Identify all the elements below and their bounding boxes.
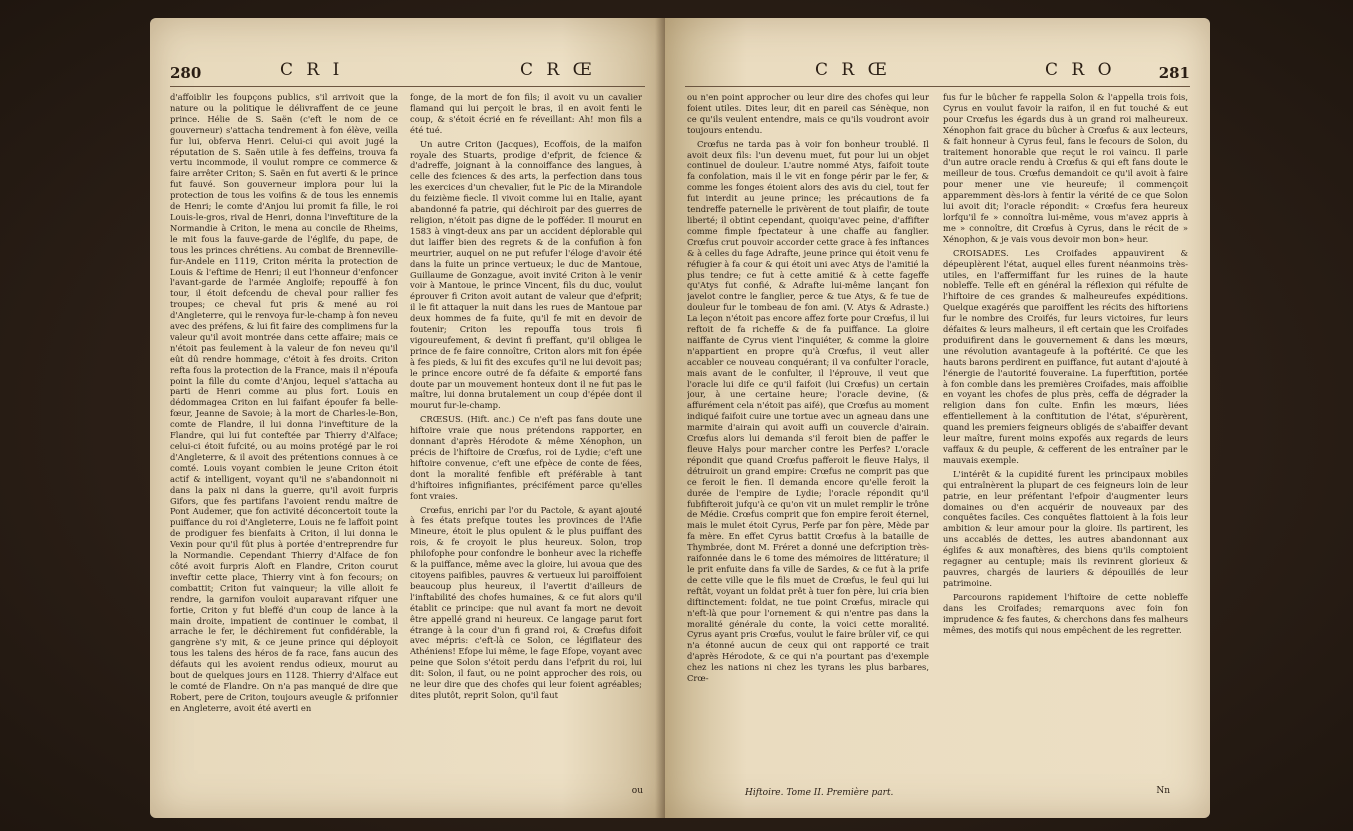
- right-header: [685, 60, 1190, 86]
- paragraph: fonge, de la mort de fon fils; il avoit vu un cavalier flamand qui lui perçoit le bras, il en avoit fenti le coup, & s'étoit écrié en fe réveillant: Ah! mon fils a été tué.: [410, 92, 642, 135]
- text-column: [410, 92, 642, 802]
- right-page: [665, 18, 1210, 818]
- paragraph: d'affoiblir les foupçons publics, s'il arrivoit que la nature ou la politique le délivraffent de ce jeune prince. Hélie de S. Saën (c'eft le nom de ce gouverneur) s'attacha tendrement à fon élève, veilla fur lui, obferva Henri. Celui-ci qui avoit jugé la réputation de S. Saën utile à fes deffeins, trouva fa vertu incommode, il voulut rompre ce commerce & faire arrêter Criton; S. Saën en fut averti & le prince fut fauvé. Son gouverneur implora pour lui la protection de tous les voifins & de tous les ennemis de Henri; le comte d'Anjou lui promit fa fille, le roi Louis-le-gros, rival de Henri, donna l'inveftiture de la Normandie à Criton, le mena au concile de Rheims, le mit fous la fauve-garde de l'églife, du pape, de tous les princes chrétiens. Au combat de Brenneville-fur-Andele en 1119, Criton mérita la protection de Louis & l'eftime de Henri; il eut l'honneur d'enfoncer l'avant-garde de l'armée Angloife; repouffé à fon tour, il étoit defcendu de cheval pour rallier fes troupes; ce cheval fut pris & mené au roi d'Angleterre, qui le renvoya fur-le-champ à fon neveu avec des préfens, & lui fit faire des complimens fur la valeur qu'il avoit montrée dans cette affaire; mais ce n'étoit pas feulement à la valeur de fon neveu qu'il eût dû rendre hommage, c'étoit à fes droits. Criton refta fous la protection de la France, mais il n'époufa point la fille du comte d'Anjou, lequel s'attacha au parti de Henri comme au plus fort. Louis en dédommagea Criton en lui faifant époufer fa belle-fœur, Jeanne de Savoie; à la mort de Charles-le-Bon, comte de Flandre, il lui donna l'inveftiture de la Flandre, qui lui fut conteftée par Thierry d'Alface; celui-ci étoit fufcité, ou au moins protégé par le roi d'Angleterre, & il avoit des prétentions connues à ce comté. Louis voyant combien le jeune Criton étoit actif & intelligent, voyant qu'il ne s'abandonnoit ni dans la paix ni dans la guerre, qu'il avoit furpris Gifors, que fes partifans l'avoient rendu maître de Pont Audemer, que fon activité déconcertoit toute la puiffance du roi d'Angleterre, Louis ne fe laffoit point de prodiguer fes bienfaits à Criton, il lui donna le Vexin pour qu'il fût plus à portée d'entreprendre fur la Normandie. Cependant Thierry d'Alface de fon côté avoit furpris Aloft en Flandre, Criton courut inveftir cette place, Thierry vint à fon fecours; on combattit; Criton fut vainqueur; la ville alloit fe rendre, la garnifon vouloit auparavant rifquer une fortie, Criton y fut bleffé d'un coup de lance à la main droite, impatient de continuer le combat, il arrache le fer, le déchirement fut confidérable, la gangrène s'y mit, & ce jeune prince qui déployoit tous les talens des héros de fa race, fans aucun des défauts qui les avoient rendus odieux, mourut au bout de quelques jours en 1128. Thierry d'Alface eut le comté de Flandre. On n'a pas manqué de dire que Robert, pere de Criton, toujours aveugle & prifonnier en Angleterre, avoit été averti en: [170, 92, 398, 713]
- catchword: Nn: [1156, 786, 1170, 796]
- paragraph: CROISADES. Les Croifades appauvirent & dépeuplèrent l'état, auquel elles furent néanmoins très-utiles, en l'affermiffant fur les ruines de la haute nobleffe. Telle eft en général la réflexion qui réfulte de l'hiftoire de ces grandes & malheureufes expéditions. Quelque exagérés que paroiffent les récits des hiftoriens fur le nombre des Croifés, fur leurs victoires, fur leurs défaites & leurs malheurs, il eft certain que les Croifades produifirent dans le gouvernement & dans les mœurs, une révolution avantageufe à la poftérité. Ce que les hauts barons perdirent en puiffance, fut autant d'ajouté à l'énergie de l'autorité fouveraine. La fuperftition, portée à fon comble dans les premières Croifades, mais affoiblie en voyant les chofes de plus près, ceffa de dégrader la religion dans fon culte. Enfin les mœurs, liées effentiellement à la conftitution de l'état, s'épurèrent, quand les premiers feigneurs obligés de s'abaiffer devant leur maître, furent moins expofés aux regards de leurs vaffaux & du peuple, & cefferent de les entraîner par le mauvais exemple.: [943, 247, 1188, 465]
- left-page: [150, 18, 665, 818]
- catchword: ou: [631, 786, 643, 796]
- running-head: C R Œ: [520, 60, 596, 80]
- header-rule: [685, 86, 1190, 87]
- paragraph: ou n'en point approcher ou leur dire des chofes qui leur foient utiles. Dites leur, dit en pareil cas Sénèque, non ce qu'ils veulent entendre, mais ce qu'ils voudront avoir toujours entendu.: [687, 92, 929, 135]
- left-header: [170, 60, 645, 86]
- paragraph: CRŒSUS. (Hift. anc.) Ce n'eft pas fans doute une hiftoire vraie que nous prétendons rapporter, en donnant d'après Hérodote & même Xénophon, un précis de l'hiftoire de Crœfus, roi de Lydie; c'eft une hiftoire convenue, c'eft une efpèce de conte de fées, dont la moralité fenfible eft préférable à tant d'hiftoires infignifiantes, précifément parce qu'elles font vraies.: [410, 414, 642, 501]
- text-column: [687, 92, 929, 802]
- paragraph: Crœfus, enrichi par l'or du Pactole, & ayant ajouté à fes états prefque toutes les provinces de l'Afie Mineure, étoit le plus opulent & le plus puiffant des rois, & fe croyoit le plus heureux. Solon, trop philofophe pour confondre le bonheur avec la richeffe & la puiffance, même avec la gloire, lui avoua que des citoyens paifibles, pauvres & vertueux lui paroiffoient beaucoup plus heureux, il l'avertit d'ailleurs de l'inftabilité des chofes humaines, & ce fut alors qu'il établit ce principe: que nul avant fa mort ne devoit être appellé grand ni heureux. Ce langage parut fort étrange à la cour d'un fi grand roi, & Crœfus difoit avec mépris: c'eft-là ce Solon, ce légiflateur des Athéniens! Efope lui même, le fage Efope, voyant avec peine que Solon s'étoit perdu dans l'efprit du roi, lui dit: Solon, il faut, ou ne point approcher des rois, ou ne leur dire que des chofes qui leur foient agréables; dites plutôt, reprit Solon, qu'il faut: [410, 504, 642, 700]
- running-head: C R Œ: [815, 60, 891, 80]
- running-head: C R O: [1045, 60, 1116, 80]
- paragraph: L'intérêt & la cupidité furent les principaux mobiles qui entraînèrent la plupart de ces feigneurs loin de leur patrie, en leur préfentant l'efpoir d'augmenter leurs domaines ou d'en acquérir de nouveaux par des conquêtes faciles. Ces conquêtes flattoient à la fois leur ambition & leur amour pour la gloire. Ils partirent, les uns accablés de dettes, les autres abandonnant aux églifes & aux monaftères, des biens qu'ils comptoient regagner au centuple; mais ils revinrent glorieux & pauvres, chargés de lauriers & dépouillés de leur patrimoine.: [943, 468, 1188, 588]
- paragraph: Un autre Criton (Jacques), Ecoffois, de la maifon royale des Stuarts, prodige d'efprit, de fcience & d'adreffe, joignant à la connoiffance des langues, à celle des fciences & des arts, la perfection dans tous les exercices d'un chevalier, fut le Pic de la Mirandole du feizième fiecle. Il vivoit comme lui en Italie, ayant abandonné fa patrie, qui déchiroit par des guerres de religion, n'étoit pas digne de le pofféder. Il mourut en 1583 à vingt-deux ans par un accident déplorable qui dut laiffer bien des regrets & de la confufion à fon meurtrier, auquel on ne put refufer l'éloge d'avoir été dans la fuite un prince vertueux; le duc de Mantoue, Guillaume de Gonzague, avoit invité Criton à le venir voir à Mantoue, le prince Vincent, fils du duc, voulut éprouver fi Criton avoit autant de valeur que d'efprit; il le fit attaquer la nuit dans les rues de Mantoue par deux hommes de fa fuite, qu'il fe mit en devoir de foutenir; Criton les repouffa tous trois fi vigoureufement, & devint fi preffant, qu'il obligea le prince de fe faire connoître, Criton alors mit fon épée à fes pieds, & lui fit des excufes qu'il ne lui devoit pas; le prince encore outré de fa défaite & emporté fans doute par un mouvement honteux dont il ne fut pas le maître, lui donna brutalement un coup d'épée dont il mourut fur-le-champ.: [410, 138, 642, 411]
- paragraph: Parcourons rapidement l'hiftoire de cette nobleffe dans les Croifades; remarquons avec foin fon imprudence & fes fautes, & cherchons dans fes malheurs mêmes, des motifs qui nous empêchent de les regretter.: [943, 591, 1188, 635]
- paragraph: fus fur le bûcher fe rappella Solon & l'appella trois fois, Cyrus en voulut favoir la raifon, il en fut touché & eut pour Crœfus les égards dus à un grand roi malheureux. Xénophon fait grace du bûcher à Crœfus & aux lecteurs, & fait honneur à Cyrus feul, fans le fecours de Solon, du traitement honorable que reçut le roi vaincu. Il parle d'un autre oracle rendu à Crœfus & qui eft fans doute le meilleur de tous. Crœfus demandoit ce qu'il avoit à faire pour mener une vie heureufe; il commençoit apparemment dès-lors à fentir la vérité de ce que Solon lui avoit dit; l'oracle répondit: « Crœfus fera heureux lorfqu'il fe » connoîtra lui-même, vous m'avez appris à me » connoître, dit Crœfus à Cyrus, dans le récit de » Xénophon, & je vais vous devoir mon bon» heur.: [943, 92, 1188, 244]
- header-rule: [170, 86, 645, 87]
- page-number: 281: [1158, 64, 1190, 82]
- text-column: [943, 92, 1188, 802]
- running-head: C R I: [280, 60, 344, 80]
- text-column: [170, 92, 398, 802]
- page-number: 280: [170, 64, 202, 82]
- paragraph: Crœfus ne tarda pas à voir fon bonheur troublé. Il avoit deux fils: l'un devenu muet, fut pour lui un objet continuel de douleur. L'autre nommé Atys, faifoit toute fa confolation, mais il le vit en fonge périr par le fer, & comme les fonges étoient alors des avis du ciel, tout fer fut interdit au jeune prince; les précautions de fa tendreffe paternelle le privèrent de tout plaifir, de toute liberté; il obtint cependant, quoiqu'avec peine, d'affifter comme fimple fpectateur à une chaffe au fanglier. Crœfus crut pouvoir accorder cette grace à fes inftances & à celles du fage Adrafte, jeune prince qui étoit venu fe réfugier à fa cour & qui étoit uni avec Atys de l'amitié la plus tendre; ce fut à cette amitié & à cette fageffe qu'Atys fut confié, & Adrafte lui-même lançant fon javelot contre le fanglier, perce & tue Atys, & fe tue de douleur fur le tombeau de fon ami. (V. Atys & Adraste.) La leçon n'étoit pas encore affez forte pour Crœfus, il lui reftoit de fa richeffe & de fa puiffance. La gloire naiffante de Cyrus vient l'inquiéter, & comme la gloire n'appartient en propre qu'à Crœfus, il veut aller accabler ce nouveau conquérant; il va confulter l'oracle, mais avant de le confulter, il l'éprouve, il veut que l'oracle lui dife ce qu'il faifoit (lui Crœfus) un certain jour, à une certaine heure; l'oracle devine, (& affurément cela n'étoit pas aifé), que Crœfus au moment indiqué faifoit cuire une tortue avec un agneau dans une marmite d'airain qui avoit auffi un couvercle d'airain. Crœfus alors lui demanda s'il feroit bien de paffer le fleuve Halys pour marcher contre les Perfes? L'oracle répondit que quand Crœfus pafferoit le fleuve Halys, il détruiroit un grand empire: Crœfus ne comprit pas que ce feroit le fien. Il demanda encore qu'elle feroit la durée de l'empire de Lydie; l'oracle répondit qu'il fubfifteroit jufqu'à ce qu'on vit un mulet remplir le trône de Médie. Crœfus comprit que fon empire feroit éternel, mais le mulet étoit Cyrus, Perfe par fon père, Mède par fa mère. En effet Cyrus battit Crœfus à la bataille de Thymbrée, dont M. Fréret a donné une defcription très-raifonnée dans le 6 tome des mémoires de littérature; il le prit enfuite dans fa ville de Sardes, & ce fut à la prife de cette ville que le fils muet de Crœfus, le feul qui lui reftât, voyant un foldat prêt à tuer fon père, lui cria bien diftinctement: foldat, ne tue point Crœfus, miracle qui n'eft-là que pour l'ornement & qui n'entre pas dans la moralité générale du conte, la voici cette moralité. Cyrus ayant pris Crœfus, voulut le faire brûler vif, ce qui n'a étonné aucun de ceux qui ont rapporté ce trait d'après Hérodote, & ce qui n'a pourtant pas d'exemple chez les nations ni chez les tyrans les plus barbares, Crœ-: [687, 138, 929, 684]
- signature-footer: Hiftoire. Tome II. Première part.: [745, 788, 894, 798]
